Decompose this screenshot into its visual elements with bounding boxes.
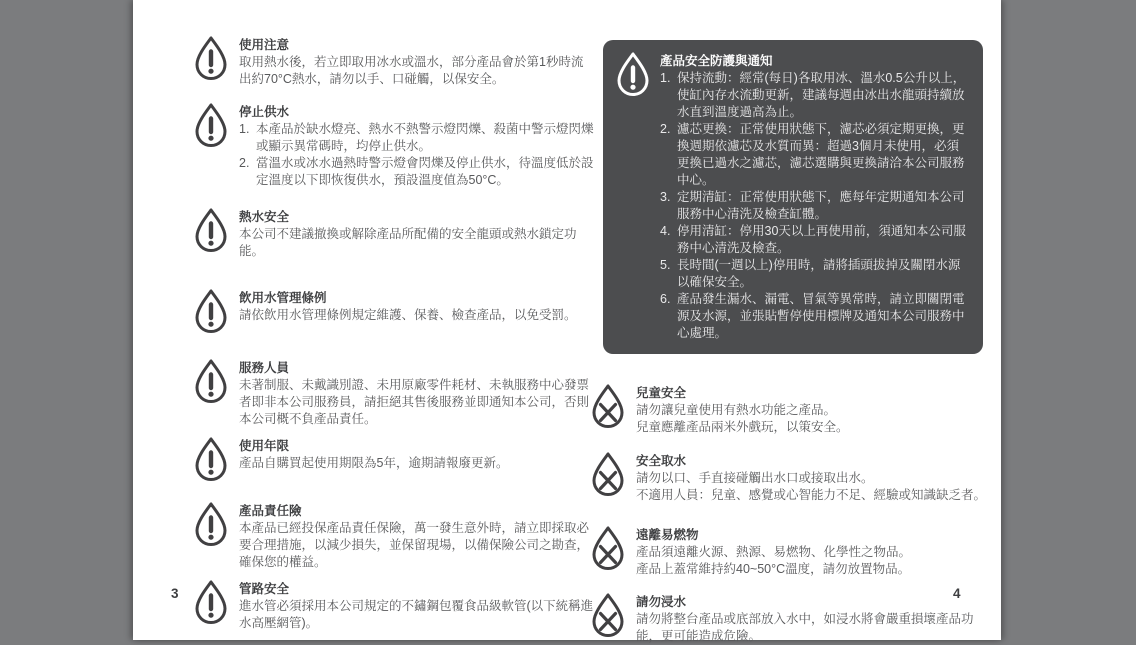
section-title: 服務人員 [239,361,290,375]
section-body: 請勿以口、手直接碰觸出水口或接取出水。 [636,471,874,485]
section-keep-away-from-flammables [590,526,996,578]
page-number-left: 3 [171,586,179,601]
notice-box-title: 產品安全防護與通知 [660,54,773,68]
section-title: 管路安全 [239,582,290,596]
section-child-safety [590,384,996,436]
drop-exclamation-icon [193,103,229,147]
section-title: 熱水安全 [239,210,290,224]
drop-exclamation-icon [193,502,229,546]
section-body: 本公司不建議撤換或解除產品所配備的安全龍頭或熱水鎖定功能。 [239,227,577,258]
section-body: 不適用人員：兒童、感覺或心智能力不足、經驗或知識缺乏者。 [636,488,987,502]
section-body: 本產品已經投保產品責任保險，萬一發生意外時，請立即採取必要合理措施，以減少損失，並保留現場，以備保險公司之勘查，確保您的權益。 [239,521,590,569]
section-body: 未著制服、未戴識別證、未用原廠零件耗材、未執服務中心發票者即非本公司服務員，請拒絕其售後服務並即通知本公司，否則本公司概不負產品責任。 [239,378,590,426]
drop-x-icon [590,526,626,570]
section-body: 產品上蓋常維持約40~50°C溫度，請勿放置物品。 [636,562,911,576]
section-body: 取用熱水後，若立即取用冰水或溫水，部分產品會於第1秒時流出約70°C熱水，請勿以手、口碰觸，以保安全。 [239,55,584,86]
list-item: 當溫水或冰水過熱時警示燈會閃爍及停止供水，待溫度低於設定溫度以下即恢復供水，預設溫度值為50°C。 [256,156,594,187]
drop-x-icon [590,384,626,428]
drop-exclamation-icon [193,208,229,252]
section-title: 安全取水 [636,454,687,468]
section-title: 兒童安全 [636,386,687,400]
page-left-column [193,36,595,632]
page-number-right: 4 [953,586,961,601]
drop-exclamation-icon [615,52,651,96]
section-service-life [193,437,595,481]
drop-exclamation-icon [193,437,229,481]
section-title: 請勿浸水 [636,595,687,609]
section-body: 兒童應離產品兩米外戲玩，以策安全。 [636,420,849,434]
section-title: 使用年限 [239,439,290,453]
numbered-list [660,70,969,342]
section-title: 飲用水管理條例 [239,291,327,305]
list-item: 濾芯更換：正常使用狀態下，濾芯必須定期更換，更換週期依濾芯及水質而異：超過3個月未使用，必須更換已過水之濾芯，濾芯選購與更換請洽本公司服務中心。 [677,122,965,187]
manual-page-spread [133,0,1001,643]
section-body: 產品須遠離火源、熱源、易燃物、化學性之物品。 [636,545,912,559]
drop-exclamation-icon [193,359,229,403]
drop-exclamation-icon [193,36,229,80]
section-title: 遠離易燃物 [636,528,699,542]
drop-x-icon [590,452,626,496]
section-piping-safety [193,580,595,632]
drop-exclamation-icon [193,289,229,333]
section-body: 請依飲用水管理條例規定維護、保養、檢查產品，以免受罰。 [239,308,577,322]
list-item: 產品發生漏水、漏電、冒氣等異常時，請立即關閉電源及水源，並張貼暫停使用標牌及通知本公司服務中心處理。 [677,292,965,340]
list-item: 定期清缸：正常使用狀態下，應每年定期通知本公司服務中心清洗及檢查缸體。 [677,190,965,221]
drop-x-icon [590,593,626,637]
section-body: 產品自購買起使用期限為5年，逾期請報廢更新。 [239,456,509,470]
section-drinking-water-regulation [193,289,595,333]
section-product-liability-insurance [193,502,595,571]
list-item: 停用清缸：停用30天以上再使用前，須通知本公司服務中心清洗及檢查。 [677,224,966,255]
numbered-list [239,121,595,189]
section-do-not-immerse [590,593,996,645]
section-usage-notice [193,36,595,88]
section-safe-water-dispensing [590,452,996,504]
section-body: 請勿讓兒童使用有熱水功能之產品。 [636,403,837,417]
section-title: 使用注意 [239,38,290,52]
section-title: 停止供水 [239,105,290,119]
section-hot-water-safety [193,208,595,260]
list-item: 保持流動：經常(每日)各取用冰、溫水0.5公升以上，使缸內存水流動更新，建議每週由冰出水龍頭持續放水直到溫度過高為止。 [677,71,966,119]
drop-exclamation-icon [193,580,229,624]
safety-notice-box [603,40,983,354]
section-title: 產品責任險 [239,504,302,518]
section-service-personnel [193,359,595,428]
section-body: 請勿將整台產品或底部放入水中，如浸水將會嚴重損壞產品功能，更可能造成危險。 [636,612,974,643]
list-item: 本產品於缺水燈亮、熱水不熱警示燈閃爍、殺菌中警示燈閃爍或顯示異常碼時，均停止供水。 [256,122,594,153]
section-body: 進水管必須採用本公司規定的不鏽鋼包覆食品級軟管(以下統稱進水高壓網管)。 [239,599,594,630]
section-stop-water-supply [193,103,595,189]
page-right-column [590,40,996,645]
list-item: 長時間(一週以上)停用時，請將插頭拔掉及關閉水源以確保安全。 [677,258,961,289]
